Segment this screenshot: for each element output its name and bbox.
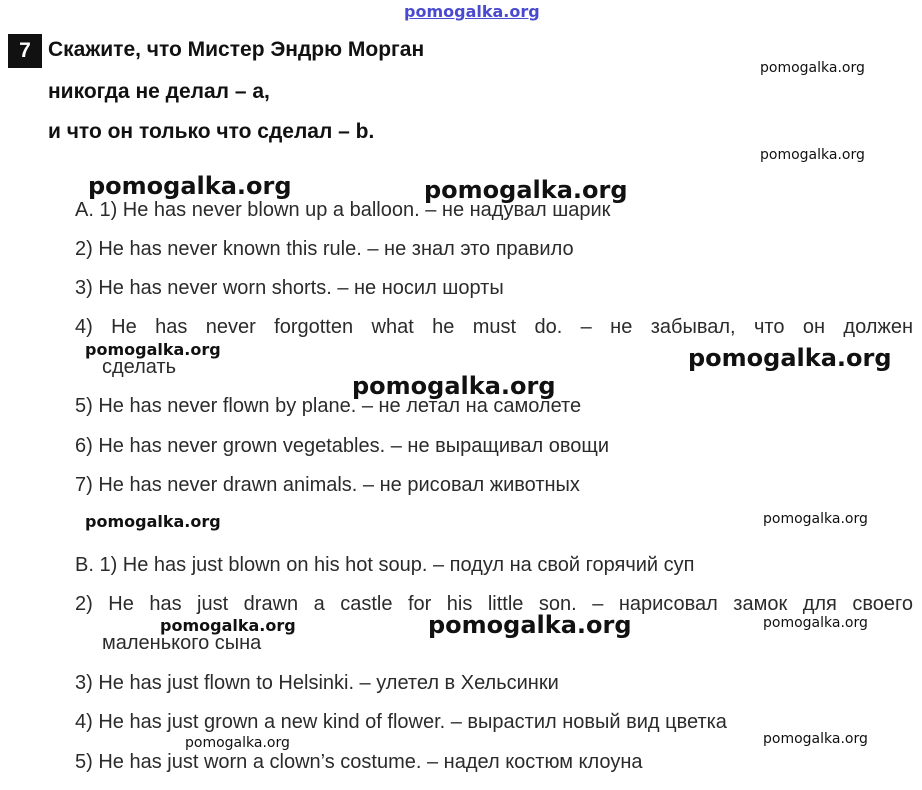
section-a-item-2: 2) He has never known this rule. – не знал это правило	[75, 238, 574, 260]
watermark: pomogalka.org	[688, 344, 892, 372]
section-b-item-5: 5) He has just worn a clown’s costume. – надел костюм клоуна	[75, 751, 643, 773]
task-heading-line-2: никогда не делал – a,	[48, 80, 270, 103]
task-heading-line-3: и что он только что сделал – b.	[48, 120, 375, 143]
watermark: pomogalka.org	[424, 176, 628, 204]
watermark: pomogalka.org	[428, 611, 632, 639]
section-a-item-7: 7) He has never drawn animals. – не рисовал животных	[75, 474, 580, 496]
watermark: pomogalka.org	[160, 616, 296, 635]
watermark: pomogalka.org	[763, 511, 868, 527]
section-b-item-2-continued: маленького сына	[102, 632, 262, 654]
watermark: pomogalka.org	[85, 512, 221, 531]
section-b-item-2: 2) He has just drawn a castle for his little son. – нарисовал замок для своего	[75, 593, 913, 615]
section-a-item-6: 6) He has never grown vegetables. – не выращивал овощи	[75, 435, 610, 457]
watermark: pomogalka.org	[760, 60, 865, 76]
watermark: pomogalka.org	[760, 147, 865, 163]
section-a-item-5: 5) He has never flown by plane. – не летал на самолете	[75, 395, 582, 417]
watermark: pomogalka.org	[763, 615, 868, 631]
section-b-item-4: 4) He has just grown a new kind of flower. – вырастил новый вид цветка	[75, 711, 727, 733]
section-a-item-4-continued: сделать	[102, 356, 177, 378]
section-a-item-3: 3) He has never worn shorts. – не носил шорты	[75, 277, 504, 299]
watermark: pomogalka.org	[85, 340, 221, 359]
section-b-item-1: B. 1) He has just blown on his hot soup. – подул на свой горячий суп	[75, 554, 695, 576]
section-b-item-3: 3) He has just flown to Helsinki. – улетел в Хельсинки	[75, 672, 559, 694]
section-a-item-1: A. 1) He has never blown up a balloon. – не надувал шарик	[75, 199, 611, 221]
watermark: pomogalka.org	[88, 172, 292, 200]
task-number-badge: 7	[8, 34, 42, 68]
watermark: pomogalka.org	[185, 735, 290, 751]
watermark: pomogalka.org	[352, 372, 556, 400]
section-a-item-4: 4) He has never forgotten what he must do. – не забывал, что он должен	[75, 316, 913, 338]
watermark-top-link[interactable]: pomogalka.org	[404, 2, 540, 21]
task-heading-line-1: Скажите, что Мистер Эндрю Морган	[48, 38, 425, 61]
watermark: pomogalka.org	[763, 731, 868, 747]
